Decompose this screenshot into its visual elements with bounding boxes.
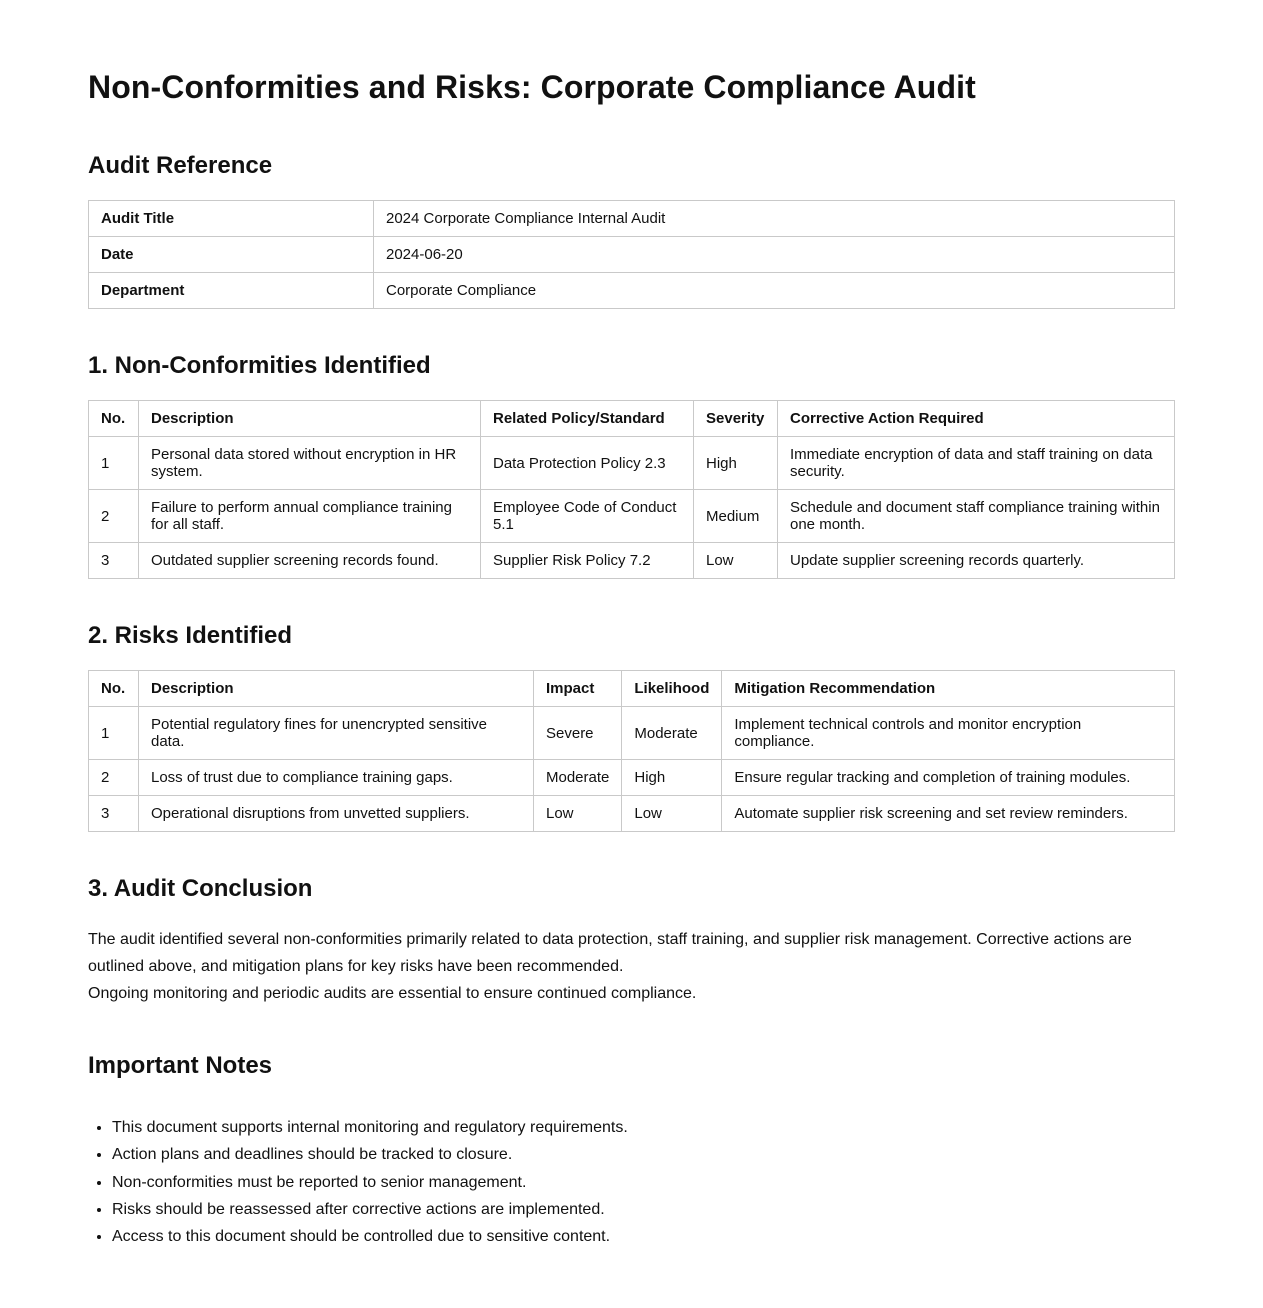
column-header: Related Policy/Standard (481, 401, 694, 437)
department-value: Corporate Compliance (374, 273, 1175, 309)
risks-table (88, 670, 1175, 832)
page-title: Non-Conformities and Risks: Corporate Compliance Audit (88, 69, 976, 105)
column-header: Impact (534, 671, 622, 707)
risks-heading: 2. Risks Identified (88, 622, 293, 649)
cell-likelihood: Low (622, 796, 722, 832)
cell-severity: Medium (694, 490, 778, 543)
conclusion-paragraph: The audit identified several non-conformities primarily related to data protection, staff training, and supplier risk management. Corrective actions are outlined above, and mitigation plans for key risks have been recommended. (88, 931, 1132, 975)
notes-heading: Important Notes (88, 1052, 273, 1079)
cell-mitigation: Ensure regular tracking and completion of training modules. (722, 760, 1175, 796)
cell-likelihood: Moderate (622, 707, 722, 760)
table-row (89, 543, 1175, 579)
cell-description: Failure to perform annual compliance training for all staff. (139, 490, 481, 543)
cell-likelihood: High (622, 760, 722, 796)
notes-list (88, 1114, 1175, 1250)
list-item: • Access to this document should be controlled due to sensitive content. (112, 1223, 1175, 1250)
table-row (89, 273, 1175, 309)
date-label: Date (89, 237, 374, 273)
column-header: Mitigation Recommendation (722, 671, 1175, 707)
department-label: Department (89, 273, 374, 309)
cell-description: Personal data stored without encryption in HR system. (139, 437, 481, 490)
list-item: • Action plans and deadlines should be tracked to closure. (112, 1141, 1175, 1168)
cell-corrective-action: Schedule and document staff compliance training within one month. (778, 490, 1175, 543)
conclusion-heading: 3. Audit Conclusion (88, 875, 313, 902)
cell-no: 2 (89, 760, 139, 796)
column-header: Likelihood (622, 671, 722, 707)
table-row (89, 237, 1175, 273)
conclusion-paragraph: Ongoing monitoring and periodic audits are essential to ensure continued compliance. (88, 985, 697, 1002)
cell-impact: Severe (534, 707, 622, 760)
table-row (89, 796, 1175, 832)
cell-no: 3 (89, 543, 139, 579)
cell-corrective-action: Update supplier screening records quarterly. (778, 543, 1175, 579)
cell-mitigation: Automate supplier risk screening and set review reminders. (722, 796, 1175, 832)
column-header: Severity (694, 401, 778, 437)
cell-description: Operational disruptions from unvetted suppliers. (139, 796, 534, 832)
cell-policy: Supplier Risk Policy 7.2 (481, 543, 694, 579)
cell-impact: Moderate (534, 760, 622, 796)
table-row (89, 707, 1175, 760)
table-row (89, 437, 1175, 490)
cell-severity: High (694, 437, 778, 490)
cell-no: 1 (89, 707, 139, 760)
table-header-row (89, 401, 1175, 437)
table-row (89, 760, 1175, 796)
cell-description: Loss of trust due to compliance training gaps. (139, 760, 534, 796)
cell-policy: Data Protection Policy 2.3 (481, 437, 694, 490)
list-item: • Risks should be reassessed after corrective actions are implemented. (112, 1196, 1175, 1223)
column-header: Description (139, 401, 481, 437)
cell-corrective-action: Immediate encryption of data and staff training on data security. (778, 437, 1175, 490)
audit-title-value: 2024 Corporate Compliance Internal Audit (374, 201, 1175, 237)
conclusion-text (88, 926, 1175, 1007)
non-conformities-table (88, 400, 1175, 579)
date-value: 2024-06-20 (374, 237, 1175, 273)
cell-impact: Low (534, 796, 622, 832)
list-item: • This document supports internal monitoring and regulatory requirements. (112, 1114, 1175, 1141)
cell-no: 1 (89, 437, 139, 490)
column-header: Corrective Action Required (778, 401, 1175, 437)
table-row (89, 201, 1175, 237)
audit-reference-table (88, 200, 1175, 309)
audit-reference-heading: Audit Reference (88, 152, 273, 179)
cell-policy: Employee Code of Conduct 5.1 (481, 490, 694, 543)
column-header: No. (89, 401, 139, 437)
non-conformities-heading: 1. Non-Conformities Identified (88, 352, 431, 379)
list-item: • Non-conformities must be reported to senior management. (112, 1169, 1175, 1196)
cell-no: 3 (89, 796, 139, 832)
cell-no: 2 (89, 490, 139, 543)
column-header: No. (89, 671, 139, 707)
cell-description: Outdated supplier screening records found. (139, 543, 481, 579)
column-header: Description (139, 671, 534, 707)
audit-title-label: Audit Title (89, 201, 374, 237)
cell-mitigation: Implement technical controls and monitor encryption compliance. (722, 707, 1175, 760)
table-row (89, 490, 1175, 543)
cell-description: Potential regulatory fines for unencrypted sensitive data. (139, 707, 534, 760)
cell-severity: Low (694, 543, 778, 579)
table-header-row (89, 671, 1175, 707)
